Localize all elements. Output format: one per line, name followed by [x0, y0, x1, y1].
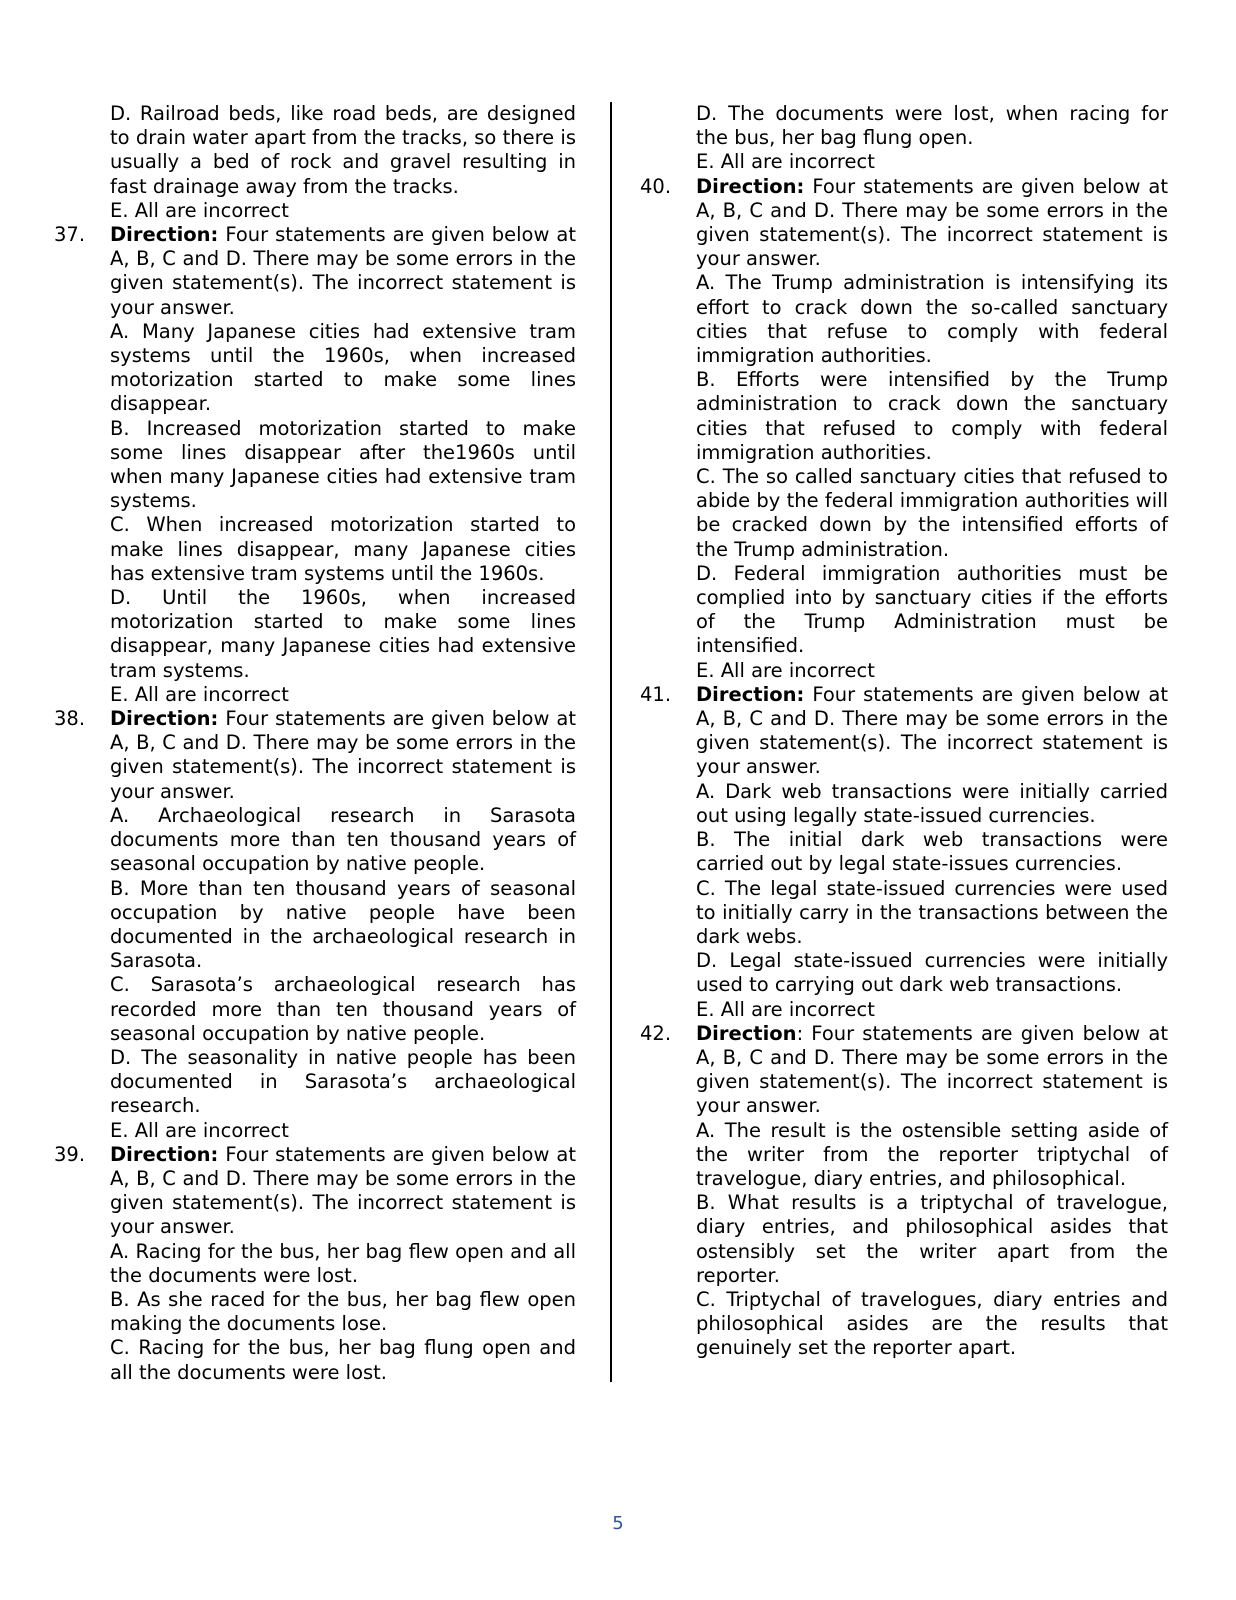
question-number: 40. [640, 174, 672, 198]
option-text: B. Increased motorization started to make some lines disappear after the1960s until when many Japanese cities had extensive tram systems. [110, 416, 576, 513]
option-text: D. Legal state-issued currencies were initially used to carrying out dark web transactions. [696, 949, 1168, 997]
page-number: 5 [612, 1513, 624, 1534]
continuation-block [54, 102, 576, 223]
option-text: D. Railroad beds, like road beds, are designed to drain water apart from the tracks, so there is usually a bed of rock and gravel resulting in fast drainage away from the tracks. [110, 102, 576, 198]
direction-text: Four statements are given below at A, B, C and D. There may be some errors in the given statement(s). The incorrect statement is your answer. [110, 1142, 576, 1239]
option-text: A. Dark web transactions were initially carried out using legally state-issued currencies. [696, 779, 1168, 827]
option-text: B. What results is a triptychal of travelogue, diary entries, and philosophical asides that ostensibly set the writer apart from the reporter. [696, 1191, 1168, 1287]
question-42 [640, 1022, 1168, 1361]
direction-label: Direction: [110, 223, 219, 247]
option-text: C. The legal state-issued currencies were used to initially carry in the transactions between the dark webs. [696, 876, 1168, 948]
option-text: B. Efforts were intensified by the Trump administration to crack down the sanctuary cities that refused to comply with federal immigration authorities. [696, 368, 1168, 464]
option-text: E. All are incorrect [110, 1118, 289, 1142]
option-text: D. Until the 1960s, when increased motorization started to make some lines disappear, many Japanese cities had extensive tram systems. [110, 586, 576, 682]
direction [696, 175, 1168, 272]
direction-text: Four statements are given below at A, B, C and D. There may be some errors in the given statement(s). The incorrect statement is your answer. [110, 707, 576, 803]
option-text: E. All are incorrect [696, 997, 875, 1021]
option-text: C. Racing for the bus, her bag flung open and all the documents were lost. [110, 1336, 576, 1384]
question-39 [54, 1143, 576, 1385]
question-41 [640, 683, 1168, 1022]
option-text: B. As she raced for the bus, her bag flew open making the documents lose. [110, 1287, 576, 1336]
option-text: C. The so called sanctuary cities that refused to abide by the federal immigration authorities will be cracked down by the intensified efforts of the Trump administration. [696, 465, 1168, 561]
option-text: D. Federal immigration authorities must be complied into by sanctuary cities if the efforts of the Trump Administration must be intensified. [696, 561, 1168, 658]
option-text: A. The Trump administration is intensifying its effort to crack down the so-called sanctuary cities that refuse to comply with federal immigration authorities. [696, 271, 1168, 368]
option-text: C. Triptychal of travelogues, diary entries and philosophical asides are the results that genuinely set the reporter apart. [696, 1287, 1168, 1360]
direction [696, 1022, 1168, 1119]
option-text: C. When increased motorization started to make lines disappear, many Japanese cities has extensive tram systems until the 1960s. [110, 513, 576, 585]
direction-label: Direction: [110, 1142, 219, 1166]
direction-label: Direction: [696, 174, 805, 198]
direction-label: Direction [696, 1021, 797, 1045]
option-text: D. The seasonality in native people has been documented in Sarasota’s archaeological research. [110, 1045, 576, 1118]
option-text: A. Racing for the bus, her bag flew open and all the documents were lost. [110, 1239, 576, 1287]
question-number: 41. [640, 682, 672, 706]
direction-label: Direction: [696, 682, 805, 706]
direction-text: Four statements are given below at A, B, C and D. There may be some errors in the given statement(s). The incorrect statement is your answer. [696, 174, 1168, 271]
right-column [640, 102, 1168, 1361]
option-text: B. More than ten thousand years of seasonal occupation by native people have been documented in the archaeological research in Sarasota. [110, 876, 576, 973]
option-text: E. All are incorrect [696, 658, 875, 682]
direction-text: Four statements are given below at A, B, C and D. There may be some errors in the given statement(s). The incorrect statement is your answer. [696, 682, 1168, 779]
question-number: 39. [54, 1142, 86, 1166]
direction [110, 707, 576, 804]
question-37 [54, 223, 576, 707]
direction [110, 223, 576, 320]
option-text: A. Archaeological research in Sarasota documents more than ten thousand years of seasonal occupation by native people. [110, 803, 576, 876]
direction [110, 1143, 576, 1240]
question-40 [640, 175, 1168, 683]
option-text: C. Sarasota’s archaeological research has recorded more than ten thousand years of seasonal occupation by native people. [110, 973, 576, 1045]
direction [696, 683, 1168, 780]
option-text: E. All are incorrect [696, 150, 875, 174]
question-38 [54, 707, 576, 1143]
direction-text: Four statements are given below at A, B, C and D. There may be some errors in the given statement(s). The incorrect statement is your answer. [110, 223, 576, 319]
continuation-block [640, 102, 1168, 175]
option-text: A. Many Japanese cities had extensive tram systems until the 1960s, when increased motorization started to make some lines disappear. [110, 319, 576, 416]
direction-text: : Four statements are given below at A, B, C and D. There may be some errors in the given statement(s). The incorrect statement is your answer. [696, 1021, 1168, 1118]
question-number: 37. [54, 223, 86, 247]
option-text: A. The result is the ostensible setting aside of the writer from the reporter triptychal of travelogue, diary entries, and philosophical. [696, 1118, 1168, 1190]
question-number: 42. [640, 1021, 672, 1045]
option-text: B. The initial dark web transactions were carried out by legal state-issues currencies. [696, 828, 1168, 876]
option-text: D. The documents were lost, when racing for the bus, her bag flung open. [696, 102, 1168, 150]
question-number: 38. [54, 707, 86, 731]
option-text: E. All are incorrect [110, 682, 289, 706]
direction-label: Direction: [110, 707, 219, 731]
column-divider [610, 102, 612, 1382]
option-text: E. All are incorrect [110, 198, 289, 222]
left-column [54, 102, 576, 1385]
